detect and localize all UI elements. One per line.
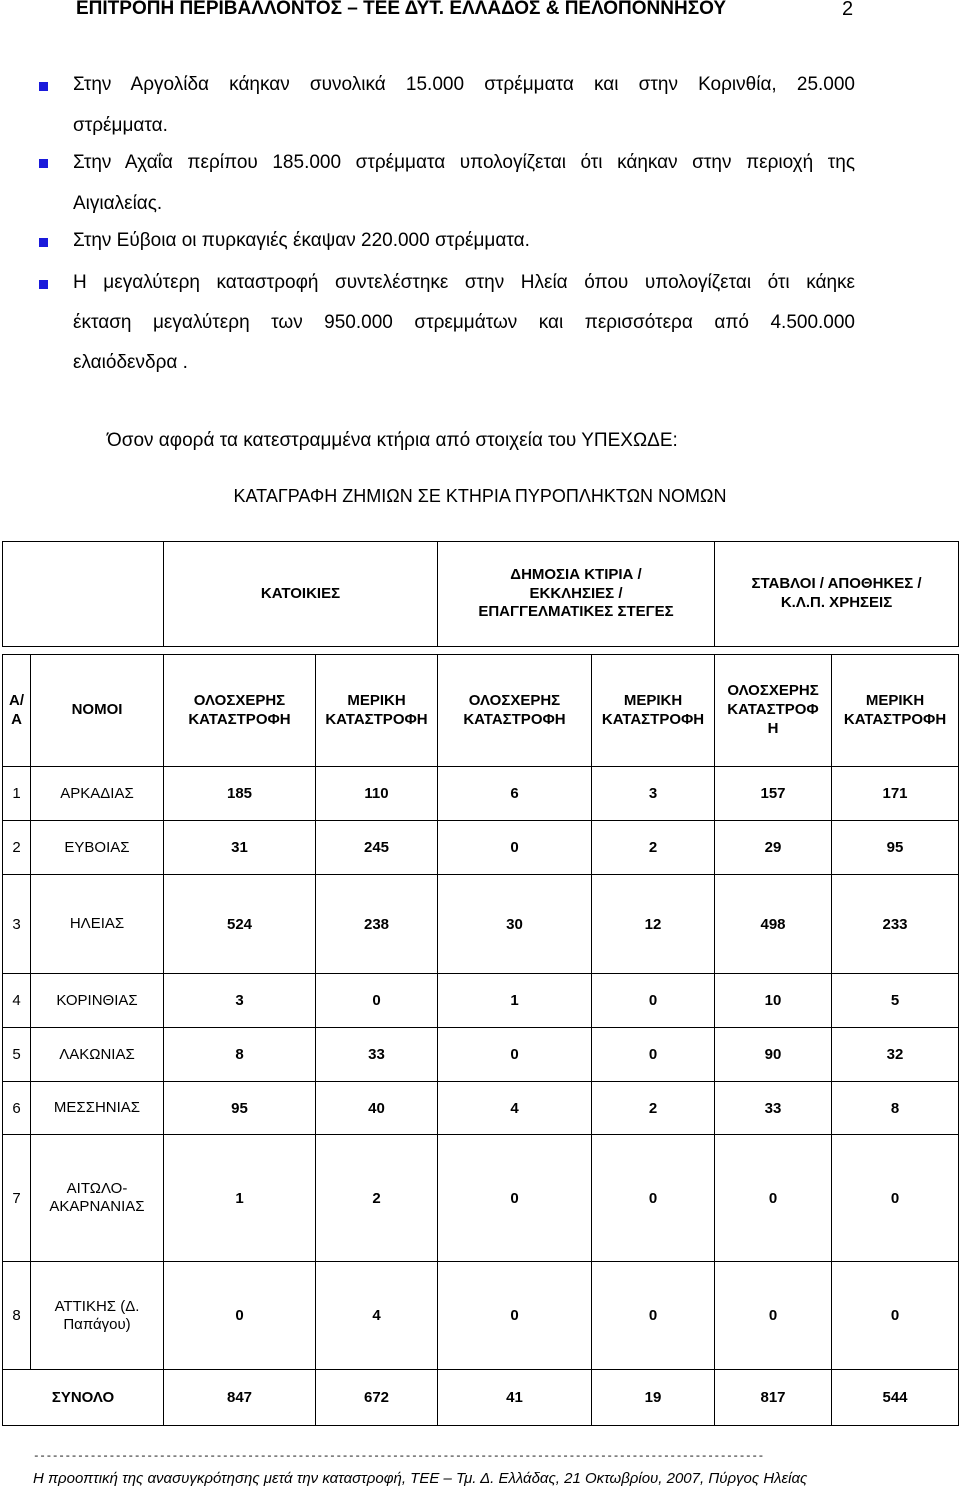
row-value: 0 (438, 1135, 592, 1262)
row-value: 4 (438, 1082, 592, 1135)
row-prefecture-line-1: ΑΙΤΩΛΟ- (66, 1180, 128, 1197)
total-label: ΣΥΝΟΛΟ (3, 1370, 164, 1426)
intro-paragraph: Όσον αφορά τα κατεστραμμένα κτήρια από στοιχεία του ΥΠΕΧΩΔΕ: (107, 430, 678, 451)
row-value: 8 (832, 1082, 959, 1135)
square-bullet-icon (39, 280, 48, 289)
col-stb-total-line-3: Η (767, 719, 779, 737)
row-value: 2 (316, 1135, 438, 1262)
col-index-header (3, 655, 31, 767)
row-value: 90 (715, 1028, 832, 1082)
row-value: 29 (715, 821, 832, 875)
row-value: 110 (316, 767, 438, 821)
row-value: 33 (715, 1082, 832, 1135)
group-public-line-3: ΕΠΑΓΓΕΛΜΑΤΙΚΕΣ ΣΤΕΓΕΣ (478, 603, 674, 621)
row-value: 1 (164, 1135, 316, 1262)
footer-note: Η προοπτική της ανασυγκρότησης μετά την καταστροφή, ΤΕΕ – Τμ. Δ. Ελλάδας, 21 Οκτωβρίου, 2007, Πύργος Ηλείας (33, 1470, 808, 1487)
table-row (3, 1028, 959, 1082)
row-prefecture (31, 1262, 164, 1370)
group-residential (164, 542, 438, 647)
col-res-partial-line-2: ΚΑΤΑΣΤΡΟΦΗ (325, 710, 428, 728)
row-value: 0 (715, 1135, 832, 1262)
bullet-4-line-1: Η μεγαλύτερη καταστροφή συντελέστηκε στην Ηλεία όπου υπολογίζεται ότι κάηκε (73, 272, 855, 293)
damages-table (2, 541, 959, 1426)
table-row (3, 821, 959, 875)
square-bullet-icon (39, 82, 48, 91)
row-prefecture: ΗΛΕΙΑΣ (31, 875, 164, 974)
col-stb-partial-line-1: ΜΕΡΙΚΗ (865, 691, 925, 709)
row-prefecture: ΚΟΡΙΝΘΙΑΣ (31, 974, 164, 1028)
row-prefecture-line-2: Παπάγου) (63, 1315, 131, 1333)
row-value: 498 (715, 875, 832, 974)
row-value: 0 (715, 1262, 832, 1370)
row-value: 0 (438, 1262, 592, 1370)
row-value: 5 (832, 974, 959, 1028)
table-row (3, 767, 959, 821)
row-prefecture: ΑΡΚΑΔΙΑΣ (31, 767, 164, 821)
row-value: 30 (438, 875, 592, 974)
row-value: 524 (164, 875, 316, 974)
bullet-1-line-2: στρέμματα. (73, 115, 168, 136)
row-value: 4 (316, 1262, 438, 1370)
row-index: 7 (3, 1135, 31, 1262)
row-prefecture: ΛΑΚΩΝΙΑΣ (31, 1028, 164, 1082)
row-index: 4 (3, 974, 31, 1028)
row-value: 2 (592, 1082, 715, 1135)
row-value: 171 (832, 767, 959, 821)
bullet-4-line-3: ελαιόδενδρα . (73, 352, 188, 373)
row-prefecture (31, 1135, 164, 1262)
col-res-partial-line-1: ΜΕΡΙΚΗ (347, 691, 406, 709)
row-value: 0 (438, 821, 592, 875)
table-row (3, 875, 959, 974)
group-stables-line-1: ΣΤΑΒΛΟΙ / ΑΠΟΘΗΚΕΣ / (751, 575, 922, 593)
row-value: 6 (438, 767, 592, 821)
square-bullet-icon (39, 238, 48, 247)
row-value: 0 (592, 1135, 715, 1262)
col-res-total-line-2: ΚΑΤΑΣΤΡΟΦΗ (188, 710, 291, 728)
row-prefecture-line-2: ΑΚΑΡΝΑΝΙΑΣ (49, 1198, 145, 1215)
group-public-line-2: ΕΚΚΛΗΣΙΕΣ / (529, 584, 623, 602)
row-index: 1 (3, 767, 31, 821)
col-res-partial-header (316, 655, 438, 767)
spacer-cell (3, 647, 959, 655)
footer-rule: -------------------------------------------------------------------------------------------------------------------- (33, 1451, 764, 1463)
group-header-row (3, 542, 959, 647)
row-index: 2 (3, 821, 31, 875)
row-value: 233 (832, 875, 959, 974)
group-public-line-1: ΔΗΜΟΣΙΑ ΚΤΙΡΙΑ / (510, 565, 642, 583)
square-bullet-icon (39, 159, 48, 168)
row-value: 95 (832, 821, 959, 875)
row-value: 185 (164, 767, 316, 821)
row-prefecture-line-1: ΑΤΤΙΚΗΣ (Δ. (54, 1297, 140, 1315)
row-value: 8 (164, 1028, 316, 1082)
row-value: 238 (316, 875, 438, 974)
row-index: 5 (3, 1028, 31, 1082)
empty-group-cell (3, 542, 164, 647)
total-value: 19 (592, 1370, 715, 1426)
row-value: 10 (715, 974, 832, 1028)
table-row (3, 1262, 959, 1370)
row-value: 157 (715, 767, 832, 821)
col-index-line-2: Α (11, 710, 22, 728)
col-stb-partial-line-2: ΚΑΤΑΣΤΡΟΦΗ (843, 710, 947, 728)
col-res-total-line-1: ΟΛΟΣΧΕΡΗΣ (193, 691, 286, 709)
row-value: 0 (832, 1262, 959, 1370)
page-number: 2 (842, 0, 854, 20)
col-pub-partial-header (592, 655, 715, 767)
row-value: 0 (592, 974, 715, 1028)
group-public (438, 542, 715, 647)
total-value: 847 (164, 1370, 316, 1426)
row-value: 2 (592, 821, 715, 875)
col-pub-total-line-1: ΟΛΟΣΧΕΡΗΣ (468, 691, 561, 709)
row-index: 8 (3, 1262, 31, 1370)
row-value: 33 (316, 1028, 438, 1082)
group-stables-line-2: Κ.Λ.Π. ΧΡΗΣΕΙΣ (780, 594, 893, 611)
col-pub-total-header (438, 655, 592, 767)
table-title: ΚΑΤΑΓΡΑΦΗ ΖΗΜΙΩΝ ΣΕ ΚΤΗΡΙΑ ΠΥΡΟΠΛΗΚΤΩΝ ΝΟΜΩΝ (233, 486, 727, 506)
col-pub-total-line-2: ΚΑΤΑΣΤΡΟΦΗ (463, 710, 566, 728)
bullet-3-line-1: Στην Εύβοια οι πυρκαγιές έκαψαν 220.000 στρέμματα. (73, 230, 530, 251)
row-value: 0 (832, 1135, 959, 1262)
row-value: 0 (316, 974, 438, 1028)
total-value: 41 (438, 1370, 592, 1426)
col-prefecture-header: ΝΟΜΟΙ (31, 655, 164, 767)
col-stb-total-header (715, 655, 832, 767)
row-value: 31 (164, 821, 316, 875)
bullet-4-line-2: έκταση μεγαλύτερη των 950.000 στρεμμάτων και περισσότερα από 4.500.000 (73, 312, 855, 333)
row-index: 6 (3, 1082, 31, 1135)
row-value: 1 (438, 974, 592, 1028)
row-index: 3 (3, 875, 31, 974)
column-header-row (3, 655, 959, 767)
total-value: 817 (715, 1370, 832, 1426)
group-stables (715, 542, 959, 647)
col-index-line-1: Α/ (9, 691, 24, 709)
col-stb-total-line-2: ΚΑΤΑΣΤΡΟΦ (727, 701, 819, 719)
row-prefecture: ΕΥΒΟΙΑΣ (31, 821, 164, 875)
row-value: 3 (164, 974, 316, 1028)
row-value: 3 (592, 767, 715, 821)
row-value: 0 (438, 1028, 592, 1082)
total-row (3, 1370, 959, 1426)
total-value: 672 (316, 1370, 438, 1426)
bullet-2-line-1: Στην Αχαΐα περίπου 185.000 στρέμματα υπολογίζεται ότι κάηκαν στην περιοχή της (73, 152, 855, 173)
table-row (3, 974, 959, 1028)
row-value: 12 (592, 875, 715, 974)
col-pub-partial-line-1: ΜΕΡΙΚΗ (623, 691, 683, 709)
col-res-total-header (164, 655, 316, 767)
table-row (3, 1135, 959, 1262)
col-stb-partial-header (832, 655, 959, 767)
row-value: 0 (164, 1262, 316, 1370)
row-prefecture: ΜΕΣΣΗΝΙΑΣ (31, 1082, 164, 1135)
row-value: 0 (592, 1262, 715, 1370)
row-value: 32 (832, 1028, 959, 1082)
row-value: 95 (164, 1082, 316, 1135)
total-value: 544 (832, 1370, 959, 1426)
col-stb-total-line-1: ΟΛΟΣΧΕΡΗΣ (727, 682, 819, 700)
table-row (3, 1082, 959, 1135)
document-header-title: ΕΠΙΤΡΟΠΗ ΠΕΡΙΒΑΛΛΟΝΤΟΣ – ΤΕΕ ΔΥΤ. ΕΛΛΑΔΟΣ & ΠΕΛΟΠΟΝΝΗΣΟΥ (76, 0, 727, 19)
group-residential-label: ΚΑΤΟΙΚΙΕΣ (260, 584, 341, 602)
bullet-1-line-1: Στην Αργολίδα κάηκαν συνολικά 15.000 στρέμματα και στην Κορινθία, 25.000 (73, 74, 855, 95)
row-value: 0 (592, 1028, 715, 1082)
spacer-row (3, 647, 959, 655)
row-value: 245 (316, 821, 438, 875)
col-pub-partial-line-2: ΚΑΤΑΣΤΡΟΦΗ (601, 710, 705, 728)
row-value: 40 (316, 1082, 438, 1135)
bullet-2-line-2: Αιγιαλείας. (73, 193, 163, 214)
